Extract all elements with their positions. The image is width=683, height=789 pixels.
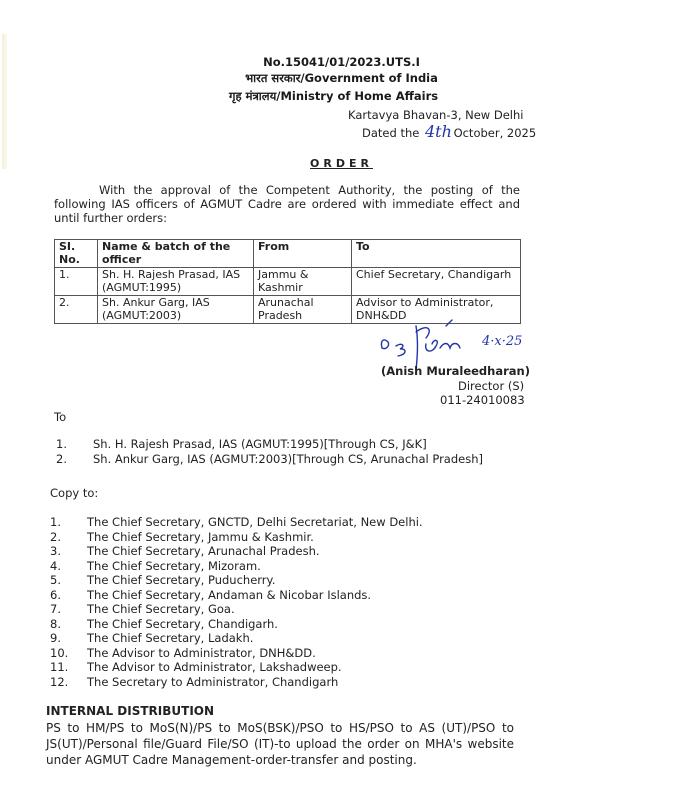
list-item-text: The Chief Secretary, Chandigarh. <box>87 616 278 631</box>
list-item-number: 6. <box>50 587 61 602</box>
cell-to: Chief Secretary, Chandigarh <box>352 268 521 296</box>
list-item-number: 3. <box>50 544 61 558</box>
cell-to: Advisor to Administrator, DNH&DD <box>352 296 521 324</box>
list-item-text: The Advisor to Administrator, Lakshadweep. <box>87 660 342 674</box>
copy-to-label: Copy to: <box>50 486 99 500</box>
list-item-text: The Secretary to Administrator, Chandigarh <box>87 674 339 689</box>
intro-paragraph: With the approval of the Competent Authority, the posting of the following IAS officers of AGMUT Cadre are ordered with immediate effect and until further orders: <box>54 183 520 225</box>
cell-from: Jammu & Kashmir <box>254 268 352 296</box>
list-item-number: 11. <box>50 660 69 674</box>
cell-sl-no: 2. <box>55 296 98 324</box>
date-prefix: Dated the <box>362 126 420 140</box>
header-to: To <box>352 240 521 268</box>
list-item-number: 12. <box>50 674 69 689</box>
table-row <box>55 268 521 296</box>
date-line <box>362 122 536 141</box>
cell-from: Arunachal Pradesh <box>254 296 352 324</box>
list-item-text: The Chief Secretary, Goa. <box>87 602 235 616</box>
list-item-text: The Chief Secretary, Andaman & Nicobar Islands. <box>87 587 372 602</box>
list-item-text: The Chief Secretary, Arunachal Pradesh. <box>87 544 320 558</box>
postings-table <box>54 239 521 324</box>
list-item-text: The Advisor to Administrator, DNH&DD. <box>87 645 316 660</box>
address-line: Kartavya Bhavan-3, New Delhi <box>348 108 524 122</box>
list-item-number: 2. <box>56 451 67 466</box>
to-label: To <box>54 410 67 424</box>
signatory-name: (Anish Muraleedharan) <box>381 364 530 378</box>
signature-date: 4·x·25 <box>482 334 523 349</box>
cell-sl-no: 1. <box>55 268 98 296</box>
list-item-number: 5. <box>50 573 61 587</box>
header-name-batch: Name & batch of the officer <box>98 240 254 268</box>
list-item-text: The Chief Secretary, Ladakh. <box>87 631 254 645</box>
header-sl-no: SI. No. <box>55 240 98 268</box>
internal-distribution-text: PS to HM/PS to MoS(N)/PS to MoS(BSK)/PSO to HS/PSO to AS (UT)/PSO to JS(UT)/Personal file/Guard File/SO (IT)-to upload the order on MHA's website under AGMUT Cadre Management-order-transfer and posting. <box>46 721 514 767</box>
list-item-text: Sh. H. Rajesh Prasad, IAS (AGMUT:1995)[Through CS, J&K] <box>93 437 427 451</box>
list-item-text: The Chief Secretary, Mizoram. <box>87 558 261 573</box>
cell-name: Sh. H. Rajesh Prasad, IAS (AGMUT:1995) <box>98 268 254 296</box>
list-item-number: 4. <box>50 558 61 573</box>
list-item-text: The Chief Secretary, Puducherry. <box>87 573 276 587</box>
file-number: No.15041/01/2023.UTS.I <box>263 55 420 69</box>
date-suffix: October, 2025 <box>453 126 537 140</box>
list-item-number: 9. <box>50 631 61 645</box>
list-item-number: 1. <box>50 515 61 529</box>
signatory-phone: 011-24010083 <box>440 393 525 407</box>
list-item-number: 1. <box>56 437 67 451</box>
header-from: From <box>254 240 352 268</box>
ministry-line: गृह मंत्रालय/Ministry of Home Affairs <box>229 89 439 103</box>
order-title: ORDER <box>310 157 373 170</box>
signatory-designation: Director (S) <box>458 379 525 393</box>
list-item-number: 10. <box>50 645 69 660</box>
government-line: भारत सरकार/Government of India <box>245 71 438 85</box>
list-item-text: The Chief Secretary, Jammu & Kashmir. <box>87 529 314 544</box>
table-header-row <box>55 240 521 268</box>
cell-name: Sh. Ankur Garg, IAS (AGMUT:2003) <box>98 296 254 324</box>
list-item-number: 8. <box>50 616 61 631</box>
list-item-number: 7. <box>50 602 61 616</box>
list-item-text: The Chief Secretary, GNCTD, Delhi Secretariat, New Delhi. <box>87 515 423 529</box>
date-handwritten: 4th <box>424 122 452 141</box>
list-item-number: 2. <box>50 529 61 544</box>
internal-distribution-heading: INTERNAL DISTRIBUTION <box>46 704 215 718</box>
list-item-text: Sh. Ankur Garg, IAS (AGMUT:2003)[Through CS, Arunachal Pradesh] <box>93 451 483 466</box>
